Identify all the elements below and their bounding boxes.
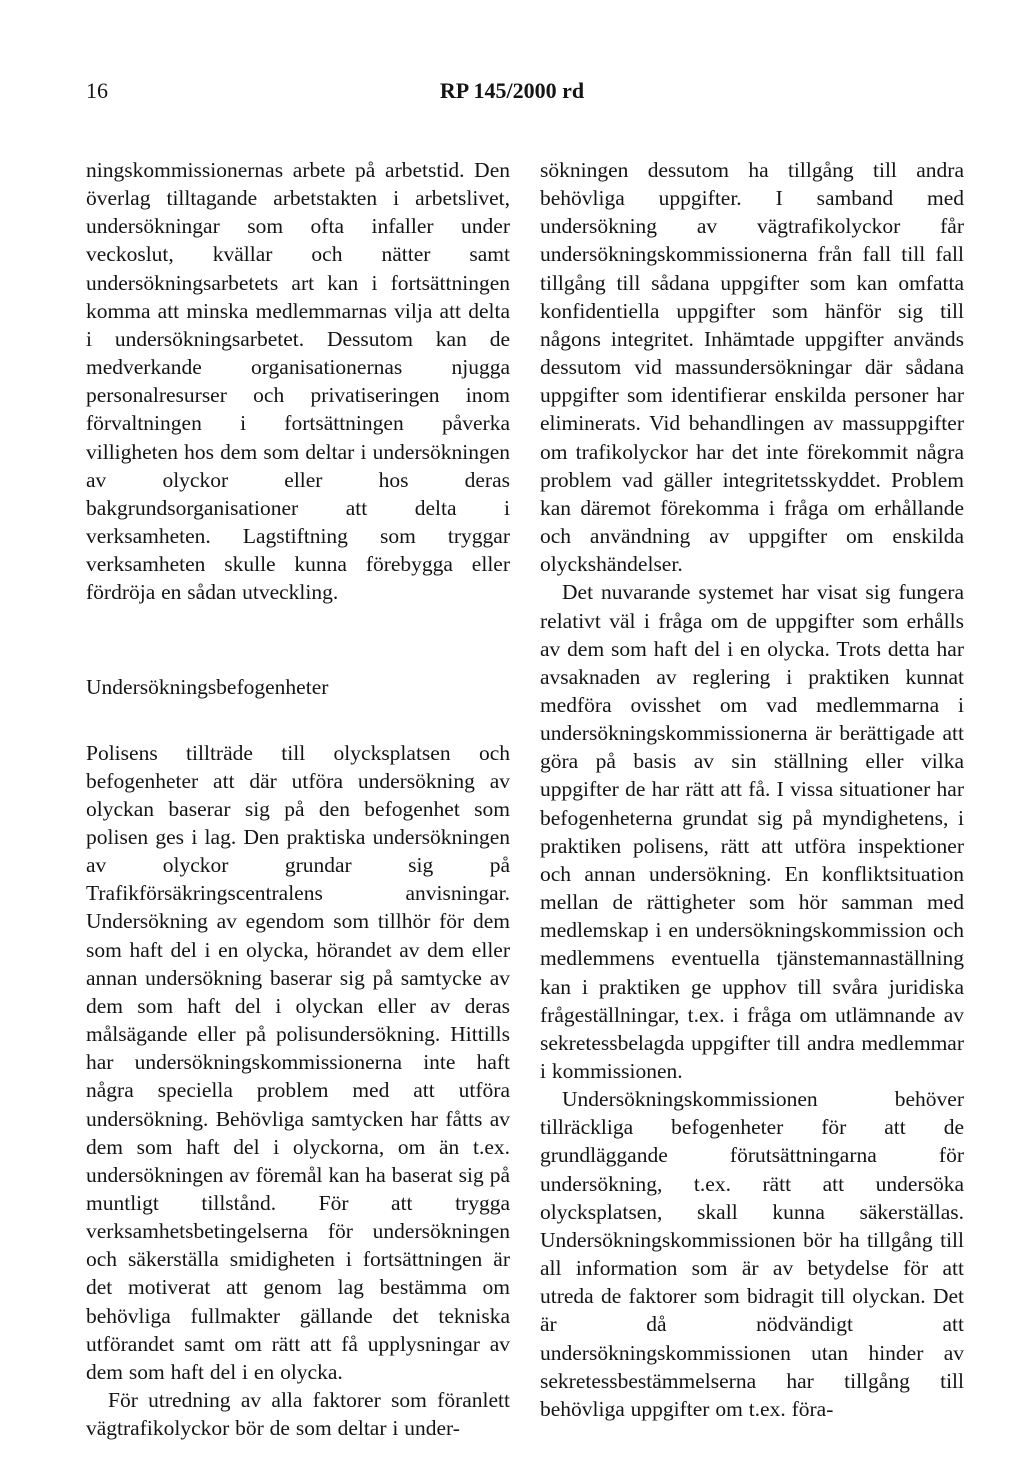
- left-column: [86, 156, 510, 1442]
- right-paragraph-2: Det nuvarande systemet har visat sig fungera relativt väl i fråga om de uppgifter som erhålls av dem som haft del i en olycka. Trots detta har avsaknaden av reglering i praktiken kunnat medföra ovisshet om vad medlemmarna i undersökningskommissionerna är berättigade att göra på basis av sin ställning eller vilka uppgifter de har rätt att få. I vissa situationer har befogenheterna grundat sig på myndighetens, i praktiken polisens, rätt att utföra inspektioner och annan undersökning. En konfliktsituation mellan de rättigheter som hör samman med medlemskap i en undersökningskommission och medlemmens eventuella tjänstemannaställning kan i praktiken ge upphov till svåra juridiska frågeställningar, t.ex. i fråga om utlämnande av sekretessbelagda uppgifter till andra medlemmar i kommissionen.: [540, 580, 964, 1083]
- document-id: RP 145/2000 rd: [439, 78, 585, 103]
- left-paragraph-3: För utredning av alla faktorer som föranlett vägtrafikolyckor bör de som deltar i under-: [86, 1388, 510, 1441]
- right-column: [540, 156, 964, 1423]
- left-paragraph-1: ningskommissionernas arbete på arbetstid. Den överlag tilltagande arbetstakten i arbetslivet, undersökningar som ofta infaller under veckoslut, kvällar och nätter samt undersökningsarbetets art kan i fortsättningen komma att minska medlemmarnas vilja att delta i undersökningsarbetet. Dessutom kan de medverkande organisationernas njugga personalresurser och privatiseringen inom förvaltningen i fortsättningen påverka villigheten hos dem som deltar i undersökningen av olyckor eller hos deras bakgrundsorganisationer att delta i verksamheten. Lagstiftning som tryggar verksamheten skulle kunna förebygga eller fördröja en sådan utveckling.: [86, 158, 510, 605]
- right-paragraph-3: Undersökningskommissionen behöver tillräckliga befogenheter för att de grundläggande förutsättningarna för undersökning, t.ex. rätt att undersöka olycksplatsen, skall kunna säkerställas. Undersökningskommissionen bör ha tillgång till all information som är av betydelse för att utreda de faktorer som bidragit till olyckan. Det är då nödvändigt att undersökningskommissionen utan hinder av sekretessbestämmelserna har tillgång till behövliga uppgifter om t.ex. föra-: [540, 1087, 964, 1421]
- page-number: 16: [86, 78, 108, 103]
- left-paragraph-2: Polisens tillträde till olycksplatsen och befogenheter att där utföra undersökning av olyckan baserar sig på den befogenhet som polisen ges i lag. Den praktiska undersökningen av olyckor grundar sig på Trafikförsäkringscentralens anvisningar. Undersökning av egendom som tillhör för dem som haft del i en olycka, hörandet av dem eller annan undersökning baserar sig på samtycke av dem som haft del i olyckan eller av deras målsägande eller på polisundersökning. Hittills har undersökningskommissionerna inte haft några speciella problem med att utföra undersökning. Behövliga samtycken har fåtts av dem som haft del i olyckorna, om än t.ex. undersökningen av föremål kan ha baserat sig på muntligt tillstånd. För att trygga verksamhetsbetingelserna för undersökningen och säkerställa smidigheten i fortsättningen är det motiverat att genom lag bestämma om behövliga fullmakter gällande det tekniska utförandet samt om rätt att få upplysningar av dem som haft del i en olycka.: [86, 740, 510, 1384]
- right-paragraph-1: sökningen dessutom ha tillgång till andra behövliga uppgifter. I samband med undersökning av vägtrafikolyckor får undersökningskommissionerna från fall till fall tillgång till sådana uppgifter som kan omfatta konfidentiella uppgifter som hänför sig till någons integritet. Inhämtade uppgifter används dessutom vid massundersökningar där sådana uppgifter som identifierar enskilda personer har eliminerats. Vid behandlingen av massuppgifter om trafikolyckor har det inte förekommit några problem vad gäller integritetsskyddet. Problem kan däremot förekomma i fråga om erhållande och användning av uppgifter om enskilda olyckshändelser.: [540, 158, 964, 577]
- section-heading: Undersökningsbefogenheter: [86, 674, 329, 699]
- page-header: [0, 78, 1024, 108]
